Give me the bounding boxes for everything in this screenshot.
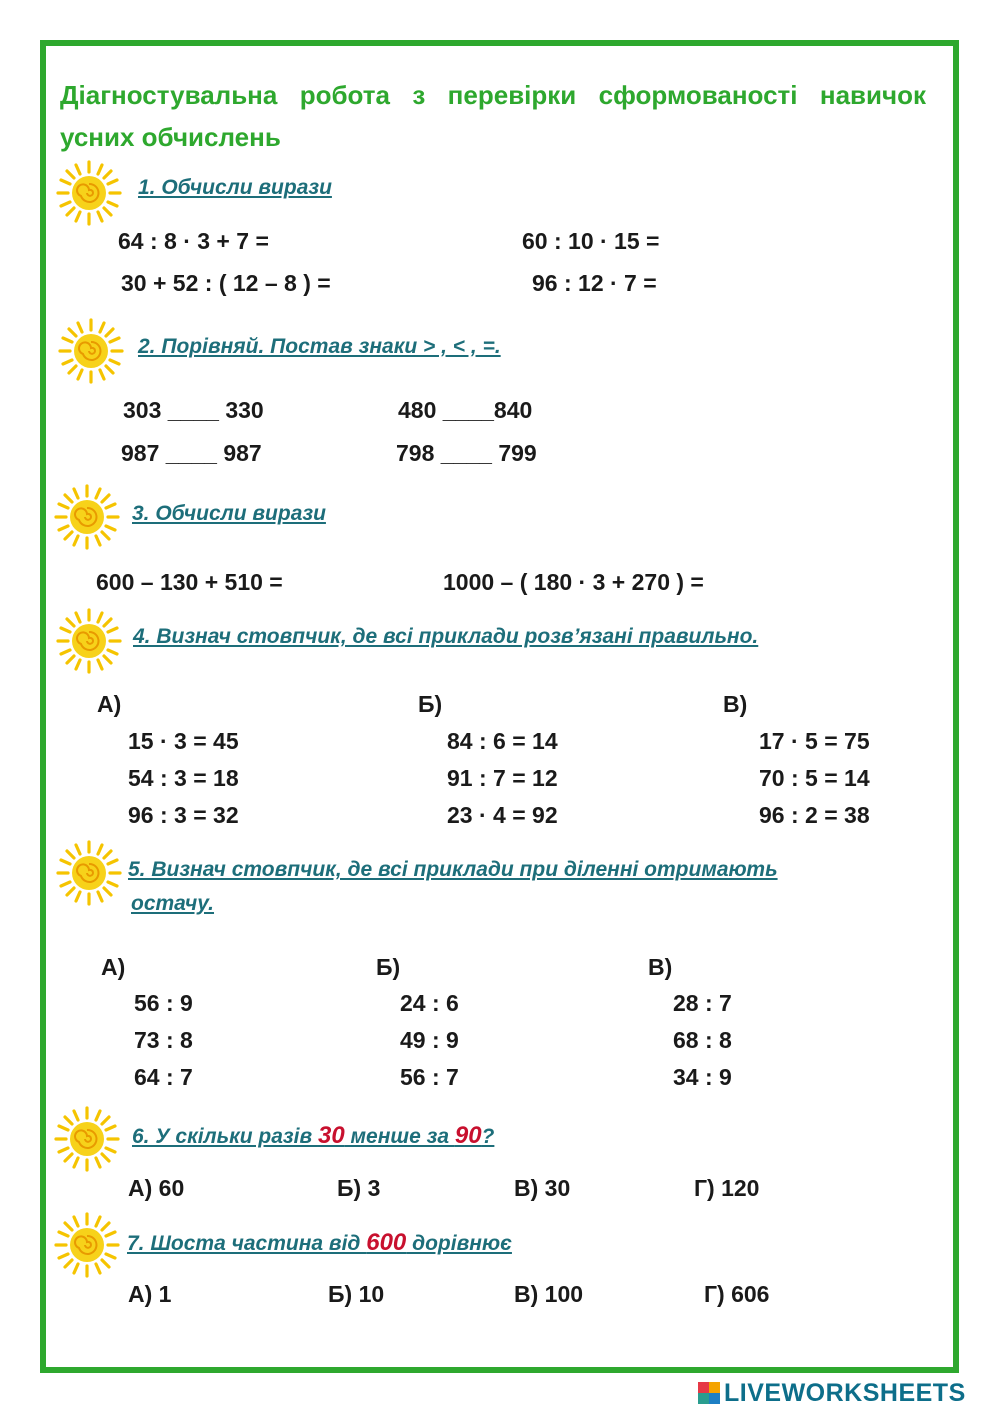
compare-798-799: 798 ____ 799: [396, 440, 537, 466]
task-5-a-2: 73 : 8: [134, 1027, 193, 1053]
task-4-label-b: Б): [418, 691, 443, 717]
task-4-label-a: А): [97, 691, 122, 717]
task-6-heading: 6. У скільки разів 30 менше за 90?: [132, 1122, 495, 1149]
sun-icon: [54, 484, 120, 550]
task-4-b-2: 91 : 7 = 12: [447, 765, 558, 791]
sun-icon: [54, 1212, 120, 1278]
task-5-heading-line-1: 5. Визнач стовпчик, де всі приклади при діленні отримають: [128, 858, 778, 881]
task-5-c-3: 34 : 9: [673, 1064, 732, 1090]
task-1-expression-1: 64 : 8 · 3 + 7 =: [118, 228, 269, 254]
sun-icon: [56, 160, 122, 226]
task-4-b-3: 23 · 4 = 92: [447, 802, 558, 828]
task-1-expression-2: 60 : 10 · 15 =: [522, 228, 660, 254]
task-1-expression-3: 30 + 52 : ( 12 – 8 ) =: [121, 270, 331, 296]
task-5-c-1: 28 : 7: [673, 990, 732, 1016]
compare-987-987: 987 ____ 987: [121, 440, 262, 466]
task-4-c-3: 96 : 2 = 38: [759, 802, 870, 828]
task-4-a-3: 96 : 3 = 32: [128, 802, 239, 828]
task-4-b-1: 84 : 6 = 14: [447, 728, 558, 754]
compare-303-330: 303 ____ 330: [123, 397, 264, 423]
page-title: Діагностувальна робота з перевірки сформованості навичок усних обчислень: [60, 80, 926, 152]
task-3-heading: 3. Обчисли вирази: [132, 502, 326, 525]
task-4-a-1: 15 · 3 = 45: [128, 728, 239, 754]
task-6-option-c[interactable]: В) 30: [514, 1175, 571, 1201]
task-5-heading-line-2: остачу.: [131, 892, 215, 915]
brand-text: LIVEWORKSHEETS: [724, 1378, 966, 1407]
task-7-option-c[interactable]: В) 100: [514, 1281, 584, 1307]
task-2-heading: 2. Порівняй. Постав знаки > , < , =.: [138, 335, 501, 358]
task-6-option-d[interactable]: Г) 120: [694, 1175, 760, 1201]
task-4-c-2: 70 : 5 = 14: [759, 765, 870, 791]
task-3-expression-2: 1000 – ( 180 · 3 + 270 ) =: [443, 569, 704, 595]
task-4-label-c: В): [723, 691, 748, 717]
task-6-option-a[interactable]: А) 60: [128, 1175, 185, 1201]
task-7-heading: 7. Шоста частина від 600 дорівнює: [127, 1229, 512, 1256]
task-4-c-1: 17 · 5 = 75: [759, 728, 870, 754]
task-7-option-a[interactable]: А) 1: [128, 1281, 172, 1307]
task-1-heading: 1. Обчисли вирази: [138, 176, 332, 199]
liveworksheets-brand[interactable]: [698, 1378, 966, 1408]
task-6-option-b[interactable]: Б) 3: [337, 1175, 381, 1201]
task-3-expression-1: 600 – 130 + 510 =: [96, 569, 283, 595]
task-1-expression-4: 96 : 12 · 7 =: [532, 270, 657, 296]
task-5-a-3: 64 : 7: [134, 1064, 193, 1090]
task-5-b-1: 24 : 6: [400, 990, 459, 1016]
compare-480-840: 480 ____840: [398, 397, 533, 423]
sun-icon: [58, 318, 124, 384]
highlight-number: 90: [454, 1122, 482, 1149]
task-4-heading: 4. Визнач стовпчик, де всі приклади розв’язані правильно.: [133, 625, 759, 648]
task-5-c-2: 68 : 8: [673, 1027, 732, 1053]
task-7-option-b[interactable]: Б) 10: [328, 1281, 385, 1307]
task-5-label-c: В): [648, 954, 673, 980]
task-5-label-b: Б): [376, 954, 401, 980]
highlight-number: 600: [366, 1229, 407, 1256]
sun-icon: [54, 1106, 120, 1172]
task-5-label-a: А): [101, 954, 126, 980]
sun-icon: [56, 608, 122, 674]
task-4-a-2: 54 : 3 = 18: [128, 765, 239, 791]
task-5-b-2: 49 : 9: [400, 1027, 459, 1053]
task-7-option-d[interactable]: Г) 606: [704, 1281, 770, 1307]
highlight-number: 30: [317, 1122, 345, 1149]
sun-icon: [56, 840, 122, 906]
liveworksheets-logo-icon: [698, 1382, 720, 1404]
task-5-a-1: 56 : 9: [134, 990, 193, 1016]
task-5-b-3: 56 : 7: [400, 1064, 459, 1090]
